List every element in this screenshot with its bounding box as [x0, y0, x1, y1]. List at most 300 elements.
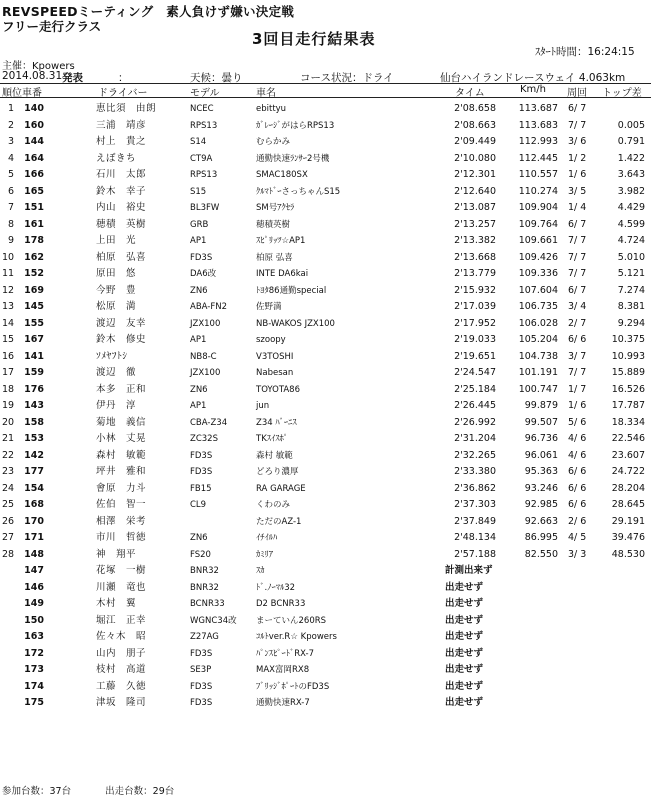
cell-model: S15 — [190, 186, 207, 197]
cell-laps: 6/ 7 — [568, 218, 587, 230]
cell-car: ただのAZ-1 — [256, 516, 302, 527]
table-row — [0, 332, 651, 348]
organizer: 主催：Kpowers — [2, 61, 75, 72]
cell-car: ｽﾋﾟﾘｯﾂ☆AP1 — [256, 236, 306, 246]
cell-model: ZN6 — [190, 285, 208, 296]
cell-pos: 27 — [2, 532, 15, 543]
cell-laps: 1/ 6 — [568, 169, 587, 180]
cell-driver: 神 翔平 — [96, 548, 137, 560]
cell-kmh: 86.995 — [524, 532, 558, 543]
cell-num: 155 — [24, 317, 44, 329]
cell-kmh: 95.363 — [524, 466, 558, 477]
cell-num: 147 — [24, 565, 44, 576]
cell-model: AP1 — [190, 401, 207, 411]
cell-driver: 石川 太郎 — [96, 169, 147, 180]
cell-gap: 10.993 — [611, 350, 645, 362]
cell-model: ZC32S — [190, 434, 218, 444]
cell-pos: 26 — [2, 515, 15, 527]
cell-num: 140 — [24, 103, 44, 114]
cell-time: 2'25.184 — [454, 383, 496, 395]
cell-laps: 2/ 6 — [568, 515, 587, 527]
cell-model: DA6改 — [190, 269, 217, 279]
cell-pos: 21 — [2, 433, 15, 444]
table-row — [0, 382, 651, 398]
cell-kmh: 100.747 — [518, 383, 558, 395]
table-row — [0, 431, 651, 447]
cell-time: 2'31.204 — [454, 433, 496, 444]
cell-driver: 森村 敏範 — [96, 449, 147, 461]
cell-kmh: 106.028 — [518, 317, 558, 329]
cell-laps: 3/ 3 — [568, 548, 587, 560]
cell-status: 計測出来ず — [445, 565, 493, 576]
cell-gap: 9.294 — [617, 317, 645, 329]
col-kmh: Km/h — [520, 84, 547, 95]
cell-model: AP1 — [190, 236, 207, 246]
cell-pos: 3 — [7, 136, 14, 147]
cell-gap: 23.607 — [611, 449, 645, 461]
cell-driver: 川瀬 竜也 — [96, 581, 147, 593]
entries-count: 参加台数：37台 — [2, 786, 72, 797]
cell-driver: えぼきち — [96, 152, 137, 164]
col-car: 車名 — [256, 88, 276, 99]
cell-model: JZX100 — [190, 368, 221, 378]
table-row — [0, 448, 651, 464]
cell-num: 176 — [24, 383, 44, 395]
table-row — [0, 464, 651, 480]
cell-gap: 48.530 — [611, 548, 645, 560]
cell-gap: 4.599 — [617, 218, 645, 230]
page-title: 3回目走行結果表 — [252, 30, 376, 48]
cell-pos: 2 — [7, 119, 14, 131]
cell-num: 148 — [24, 548, 44, 560]
cell-num: 177 — [24, 466, 44, 477]
cell-driver: 小林 丈晃 — [96, 433, 147, 444]
cell-time: 2'19.651 — [454, 350, 496, 362]
cell-car: ｽｶ — [256, 566, 265, 576]
cell-num: 145 — [24, 301, 44, 312]
cell-gap: 10.375 — [611, 334, 645, 345]
cell-kmh: 92.663 — [524, 515, 558, 527]
cell-gap: 15.889 — [611, 367, 645, 378]
cell-pos: 24 — [2, 482, 15, 494]
table-row — [0, 200, 651, 216]
cell-kmh: 112.445 — [518, 152, 558, 164]
cell-num: 153 — [24, 433, 44, 444]
cell-pos: 4 — [7, 152, 14, 164]
course-condition: コース状況：ドライ — [300, 72, 394, 84]
cell-driver: 堀江 正幸 — [96, 614, 147, 626]
cell-car: むらかみ — [256, 137, 291, 147]
cell-kmh: 104.738 — [518, 350, 558, 362]
cell-car: ｺﾙﾄver.R☆ Kpowers — [256, 632, 337, 642]
cell-time: 2'32.265 — [454, 449, 496, 461]
cell-driver: 松原 満 — [96, 301, 137, 312]
cell-car: 柏原 弘喜 — [256, 252, 293, 263]
cell-num: 152 — [24, 268, 44, 279]
cell-model: FD3S — [190, 450, 213, 461]
cell-model: FD3S — [190, 698, 213, 708]
cell-model: BNR32 — [190, 566, 219, 576]
cell-car: V3TOSHI — [256, 351, 294, 362]
table-row — [0, 481, 651, 497]
cell-driver: 山内 朋子 — [96, 647, 147, 659]
cell-driver: 佐々木 昭 — [96, 631, 147, 642]
cell-laps: 1/ 4 — [568, 202, 587, 213]
cell-driver: 津坂 隆司 — [96, 697, 147, 708]
cell-time: 2'12.640 — [454, 185, 496, 197]
table-row — [0, 118, 651, 134]
cell-driver: 渡辺 友幸 — [96, 317, 147, 329]
cell-laps: 7/ 7 — [568, 268, 587, 279]
cell-driver: 鈴木 修史 — [96, 334, 147, 345]
table-row — [0, 398, 651, 414]
cell-kmh: 107.604 — [518, 284, 558, 296]
table-row-nonstarter — [0, 596, 651, 612]
cell-driver: 柏原 弘喜 — [96, 251, 147, 263]
cell-num: 172 — [24, 647, 44, 659]
cell-laps: 4/ 5 — [568, 532, 587, 543]
cell-driver: ｿﾒﾔﾌﾄｼ — [96, 350, 128, 362]
cell-num: 160 — [24, 119, 44, 131]
cell-driver: 原田 悠 — [96, 268, 137, 279]
col-num: 車番 — [22, 88, 42, 99]
cell-pos: 15 — [2, 334, 15, 345]
col-gap: トップ差 — [602, 88, 642, 99]
event-title: REVSPEEDミーティング 素人負けず嫌い決定戦 — [2, 4, 295, 19]
cell-num: 169 — [24, 284, 44, 296]
cell-car: szoopy — [256, 335, 286, 345]
cell-status: 出走せず — [445, 664, 484, 675]
col-model: モデル — [190, 88, 220, 99]
cell-laps: 7/ 7 — [568, 235, 587, 246]
cell-pos: 23 — [2, 466, 15, 477]
cell-time: 2'15.932 — [454, 284, 496, 296]
table-row — [0, 497, 651, 513]
cell-kmh: 109.426 — [518, 251, 558, 263]
footer-counts — [2, 783, 174, 797]
cell-model: NCEC — [190, 104, 214, 114]
cell-driver: 佐伯 智一 — [96, 499, 147, 510]
table-row — [0, 365, 651, 381]
cell-time: 2'36.862 — [454, 482, 496, 494]
cell-pos: 6 — [7, 185, 14, 197]
cell-num: 168 — [24, 499, 44, 510]
cell-num: 159 — [24, 367, 44, 378]
table-row — [0, 101, 651, 117]
cell-status: 出走せず — [445, 631, 484, 642]
table-row — [0, 250, 651, 266]
cell-kmh: 109.764 — [518, 218, 558, 230]
table-row — [0, 283, 651, 299]
cell-model: Z27AG — [190, 632, 219, 642]
cell-laps: 2/ 7 — [568, 317, 587, 329]
cell-driver: 伊丹 淳 — [96, 400, 137, 411]
table-row-nonstarter — [0, 563, 651, 579]
cell-num: 144 — [24, 136, 44, 147]
cell-driver: 本多 正和 — [96, 383, 147, 395]
cell-kmh: 92.985 — [524, 499, 558, 510]
table-row — [0, 547, 651, 563]
col-driver: ドライバー — [98, 88, 148, 99]
cell-car: jun — [256, 401, 270, 411]
announced-label: 発表 — [62, 72, 83, 84]
cell-kmh: 113.687 — [518, 103, 558, 114]
cell-gap: 29.191 — [611, 515, 645, 527]
announced-colon: ： — [118, 72, 129, 84]
cell-driver: 上田 光 — [96, 235, 137, 246]
cell-model: CL9 — [190, 500, 207, 510]
cell-time: 2'26.992 — [454, 416, 496, 428]
cell-laps: 3/ 5 — [568, 185, 587, 197]
cell-time: 2'37.849 — [454, 515, 496, 527]
cell-time: 2'17.952 — [454, 317, 496, 329]
table-row-nonstarter — [0, 580, 651, 596]
table-row-nonstarter — [0, 629, 651, 645]
cell-gap: 8.381 — [617, 301, 645, 312]
cell-time: 2'13.668 — [454, 251, 496, 263]
cell-car: ｶﾞﾚｰｼﾞがはらRPS13 — [256, 120, 335, 131]
cell-driver: 村上 貴之 — [96, 136, 147, 147]
cell-time: 2'24.547 — [454, 367, 496, 378]
cell-num: 164 — [24, 152, 44, 164]
start-time-value: ：16:24:15 — [577, 46, 635, 58]
cell-kmh: 113.683 — [518, 119, 558, 131]
cell-car: NB-WAKOS JZX100 — [256, 318, 335, 329]
cell-time: 2'13.087 — [454, 202, 496, 213]
cell-car: 森村 敏範 — [256, 450, 293, 461]
cell-laps: 3/ 4 — [568, 301, 587, 312]
cell-driver: 穂積 英樹 — [96, 218, 147, 230]
cell-laps: 3/ 7 — [568, 350, 587, 362]
cell-laps: 1/ 7 — [568, 383, 587, 395]
cell-kmh: 106.735 — [518, 301, 558, 312]
cell-model: CBA-Z34 — [190, 417, 228, 428]
cell-kmh: 93.246 — [524, 482, 558, 494]
cell-time: 2'33.380 — [454, 466, 496, 477]
cell-gap: 28.204 — [611, 482, 645, 494]
cell-laps: 7/ 7 — [568, 367, 587, 378]
cell-num: 149 — [24, 598, 44, 609]
cell-status: 出走せず — [445, 598, 484, 609]
cell-gap: 3.643 — [617, 169, 645, 180]
cell-model: ZN6 — [190, 533, 208, 543]
cell-driver: 市川 哲徳 — [96, 532, 147, 543]
cell-num: 178 — [24, 235, 44, 246]
cell-driver: 坪井 雅和 — [96, 466, 147, 477]
cell-car: ebittyu — [256, 104, 287, 114]
cell-pos: 9 — [7, 235, 14, 246]
cell-pos: 7 — [7, 202, 14, 213]
cell-car: ﾌﾞﾘｯｼﾞﾎﾟｰﾄのFD3S — [256, 681, 330, 692]
cell-time: 2'48.134 — [454, 532, 496, 543]
cell-num: 174 — [24, 680, 44, 692]
cell-pos: 13 — [2, 301, 15, 312]
cell-driver: 枝村 高道 — [96, 664, 147, 675]
cell-car: ﾄﾞ.ﾉｰﾏﾙ32 — [256, 582, 296, 593]
cell-pos: 28 — [2, 548, 15, 560]
cell-kmh: 99.879 — [524, 400, 558, 411]
table-row-nonstarter — [0, 662, 651, 678]
cell-gap: 16.526 — [611, 383, 645, 395]
cell-time: 2'10.080 — [454, 152, 496, 164]
cell-pos: 5 — [7, 169, 14, 180]
cell-car: MAX富岡RX8 — [256, 665, 310, 675]
cell-gap: 4.429 — [617, 202, 645, 213]
cell-gap: 3.982 — [617, 185, 645, 197]
cell-model: FS20 — [190, 549, 211, 560]
cell-driver: 恵比須 由朗 — [96, 103, 157, 114]
cell-num: 154 — [24, 482, 44, 494]
cell-car: 佐野満 — [256, 302, 282, 312]
cell-driver: 會原 力斗 — [96, 482, 147, 494]
cell-model: FD3S — [190, 681, 213, 692]
cell-time: 2'26.445 — [454, 400, 496, 411]
cell-kmh: 110.274 — [518, 185, 558, 197]
cell-driver: 菊地 義信 — [96, 416, 147, 428]
cell-num: 150 — [24, 614, 44, 626]
cell-time: 2'13.257 — [454, 218, 496, 230]
table-row-nonstarter — [0, 613, 651, 629]
cell-time: 2'08.658 — [454, 103, 496, 114]
cell-model: RPS13 — [190, 170, 218, 180]
cell-laps: 6/ 6 — [568, 466, 587, 477]
cell-car: ｸﾙﾏﾄﾞｰさっちゃんS15 — [256, 186, 341, 197]
table-row-nonstarter — [0, 646, 651, 662]
class-title: フリー走行クラス — [2, 19, 102, 34]
cell-num: 142 — [24, 449, 44, 461]
cell-model: SE3P — [190, 665, 212, 675]
cell-pos: 1 — [7, 103, 14, 114]
cell-driver: 木村 翼 — [96, 598, 137, 609]
cell-gap: 17.787 — [611, 400, 645, 411]
cell-car: くわのみ — [256, 500, 291, 510]
cell-driver: 工藤 久徳 — [96, 680, 147, 692]
cell-pos: 12 — [2, 284, 15, 296]
cell-kmh: 82.550 — [524, 548, 558, 560]
venue: 仙台ハイランドレースウェイ 4.063km — [440, 72, 626, 84]
cell-gap: 0.005 — [617, 119, 645, 131]
cell-laps: 6/ 6 — [568, 499, 587, 510]
cell-model: ZN6 — [190, 384, 208, 395]
cell-num: 143 — [24, 400, 44, 411]
cell-driver: 渡辺 徹 — [96, 367, 137, 378]
cell-num: 158 — [24, 416, 44, 428]
cell-laps: 6/ 7 — [568, 103, 587, 114]
cell-gap: 28.645 — [611, 499, 645, 510]
cell-num: 171 — [24, 532, 44, 543]
cell-driver: 三浦 靖彦 — [96, 119, 147, 131]
cell-model: RPS13 — [190, 120, 218, 131]
table-row — [0, 167, 651, 183]
cell-model: FB15 — [190, 483, 212, 494]
cell-driver: 相澤 栄考 — [96, 515, 147, 527]
col-time: タイム — [455, 88, 485, 99]
cell-time: 2'13.382 — [454, 235, 496, 246]
cell-model: S14 — [190, 137, 207, 147]
cell-laps: 4/ 6 — [568, 433, 587, 444]
cell-model: ABA-FN2 — [190, 302, 227, 312]
cell-model: WGNC34改 — [190, 615, 237, 626]
cell-gap: 39.476 — [611, 532, 645, 543]
table-row — [0, 530, 651, 546]
cell-kmh: 96.061 — [524, 449, 558, 461]
cell-pos: 19 — [2, 400, 15, 411]
cell-kmh: 110.557 — [518, 169, 558, 180]
cell-laps: 7/ 7 — [568, 119, 587, 131]
col-pos: 順位 — [2, 88, 22, 99]
cell-gap: 18.334 — [611, 416, 645, 428]
cell-car: SM号ｱｸｾﾗ — [256, 203, 295, 213]
cell-car: Nabesan — [256, 368, 294, 378]
cell-gap: 1.422 — [617, 152, 645, 164]
cell-kmh: 101.191 — [518, 367, 558, 378]
cell-num: 170 — [24, 515, 44, 527]
cell-gap: 22.546 — [611, 433, 645, 444]
cell-laps: 1/ 6 — [568, 400, 587, 411]
cell-model: FD3S — [190, 252, 213, 263]
table-row-nonstarter — [0, 679, 651, 695]
table-row — [0, 349, 651, 365]
cell-laps: 4/ 6 — [568, 449, 587, 461]
cell-kmh: 112.993 — [518, 136, 558, 147]
cell-car: ﾊﾟﾝｽﾋﾟｰﾄﾞRX-7 — [256, 648, 315, 659]
cell-num: 162 — [24, 251, 44, 263]
cell-time: 2'17.039 — [454, 301, 496, 312]
cell-pos: 18 — [2, 383, 15, 395]
cell-num: 163 — [24, 631, 44, 642]
start-time — [535, 44, 635, 59]
cell-driver: 内山 裕史 — [96, 202, 147, 213]
cell-car: SMAC180SX — [256, 170, 308, 180]
cell-num: 167 — [24, 334, 44, 345]
cell-driver: 鈴木 幸子 — [96, 185, 147, 197]
table-row — [0, 134, 651, 150]
cell-driver: 花塚 一樹 — [96, 565, 147, 576]
cell-laps: 7/ 7 — [568, 251, 587, 263]
cell-num: 175 — [24, 697, 44, 708]
starters-count: 出走台数：29台 — [105, 786, 175, 797]
cell-num: 151 — [24, 202, 44, 213]
cell-car: 穂積英樹 — [256, 219, 291, 230]
cell-model: FD3S — [190, 648, 213, 659]
cell-status: 出走せず — [445, 581, 484, 593]
cell-car: Z34 ﾊﾞｰﾆｽ — [256, 417, 297, 428]
table-row — [0, 266, 651, 282]
table-row — [0, 151, 651, 167]
cell-car: ｲﾁｲﾙﾊ — [256, 533, 278, 543]
cell-laps: 6/ 6 — [568, 334, 587, 345]
cell-gap: 7.274 — [617, 284, 645, 296]
cell-gap: 0.791 — [617, 136, 645, 147]
cell-pos: 25 — [2, 499, 15, 510]
cell-laps: 5/ 6 — [568, 416, 587, 428]
table-row — [0, 316, 651, 332]
table-row — [0, 415, 651, 431]
cell-num: 173 — [24, 664, 44, 675]
cell-status: 出走せず — [445, 614, 484, 626]
cell-car: TKｽｲｽﾎﾟ — [256, 434, 289, 444]
cell-pos: 22 — [2, 449, 15, 461]
cell-time: 2'37.303 — [454, 499, 496, 510]
cell-num: 141 — [24, 350, 44, 362]
cell-pos: 14 — [2, 317, 15, 329]
cell-kmh: 105.204 — [518, 334, 558, 345]
cell-gap: 5.010 — [617, 251, 645, 263]
cell-model: BNR32 — [190, 582, 219, 593]
cell-model: BL3FW — [190, 203, 220, 213]
cell-pos: 17 — [2, 367, 15, 378]
cell-kmh: 109.661 — [518, 235, 558, 246]
